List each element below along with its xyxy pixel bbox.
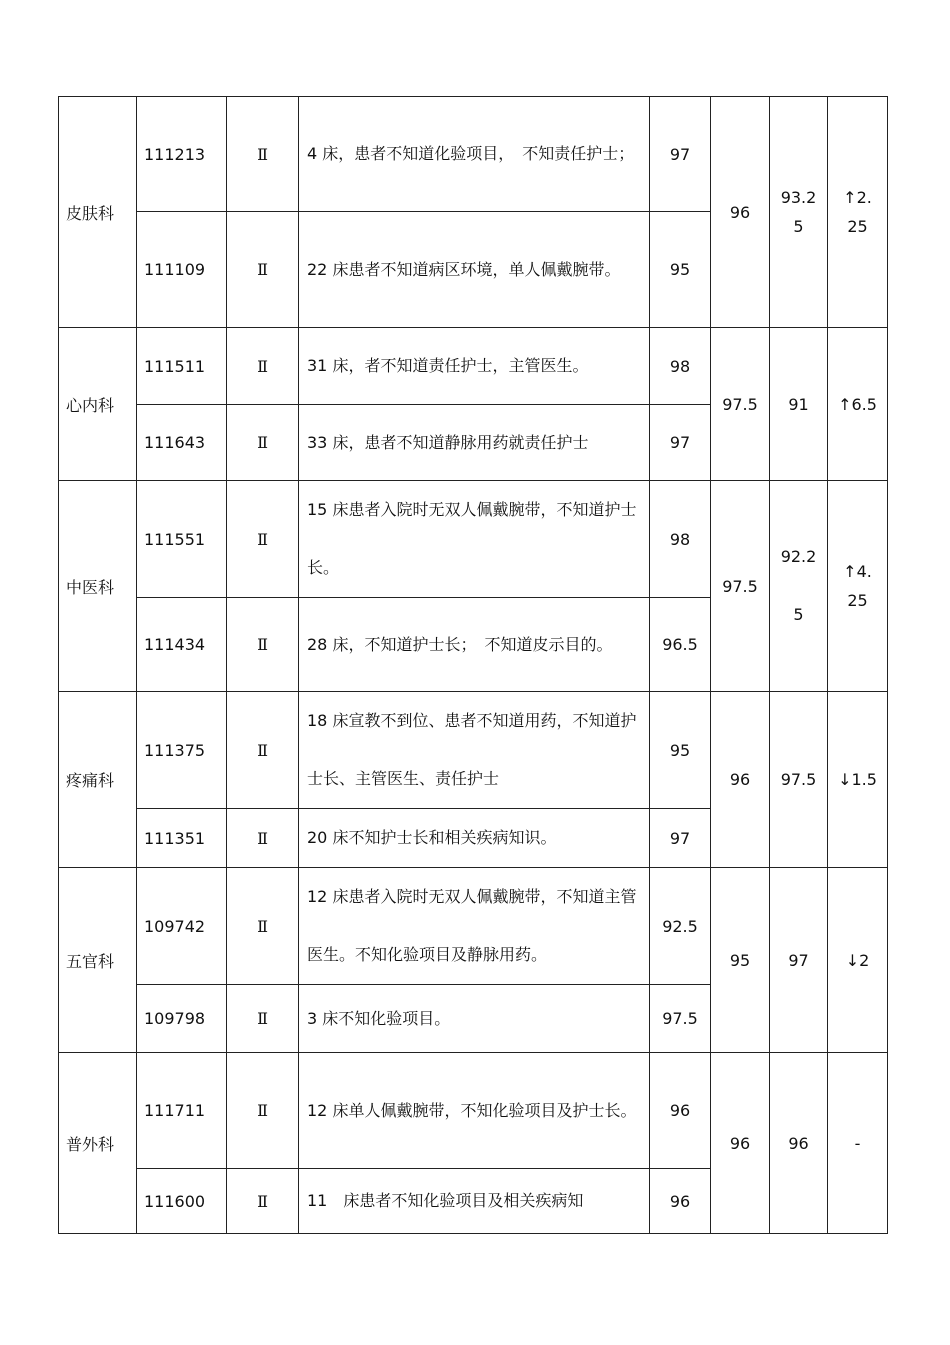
note-cell: 12 床单人佩戴腕带，不知化验项目及护士长。	[299, 1053, 650, 1169]
score-cell: 97	[650, 405, 711, 481]
care-level: Ⅱ	[227, 1169, 299, 1234]
prev-cell: 97.5	[770, 692, 828, 868]
change-cell	[828, 481, 888, 692]
dept-cell: 心内科	[59, 328, 137, 481]
care-level: Ⅱ	[227, 212, 299, 328]
change-value: ↑4.25	[843, 562, 872, 610]
table-row	[59, 1053, 888, 1169]
note-cell: 3 床不知化验项目。	[299, 985, 650, 1053]
change-cell	[828, 328, 888, 481]
patient-id: 111213	[137, 97, 227, 212]
care-level: Ⅱ	[227, 1053, 299, 1169]
change-cell: ↓1.5	[828, 692, 888, 868]
patient-id: 111434	[137, 598, 227, 692]
score-cell: 97.5	[650, 985, 711, 1053]
note-cell: 4 床，患者不知道化验项目， 不知责任护士；	[299, 97, 650, 212]
note-cell: 11 床患者不知化验项目及相关疾病知	[299, 1169, 650, 1234]
note-cell: 15 床患者入院时无双人佩戴腕带，不知道护士长。	[299, 481, 650, 598]
note-cell: 22 床患者不知道病区环境，单人佩戴腕带。	[299, 212, 650, 328]
note-cell: 20 床不知护士长和相关疾病知识。	[299, 809, 650, 868]
care-level: Ⅱ	[227, 598, 299, 692]
care-level: Ⅱ	[227, 692, 299, 809]
note-cell: 31 床，者不知道责任护士，主管医生。	[299, 328, 650, 405]
avg-cell: 95	[711, 868, 770, 1053]
prev-cell	[770, 328, 828, 481]
evaluation-table	[58, 96, 888, 1234]
table-row	[59, 328, 888, 405]
care-level: Ⅱ	[227, 985, 299, 1053]
change-value: ↑2.25	[843, 188, 872, 236]
change-cell: ↓2	[828, 868, 888, 1053]
change-cell: -	[828, 1053, 888, 1234]
prev-cell: 96	[770, 1053, 828, 1234]
prev-cell	[770, 97, 828, 328]
patient-id: 111600	[137, 1169, 227, 1234]
table-row	[59, 481, 888, 598]
dept-cell: 五官科	[59, 868, 137, 1053]
note-cell: 28 床，不知道护士长； 不知道皮示目的。	[299, 598, 650, 692]
change-value: ↑6.5	[838, 394, 877, 414]
patient-id: 111643	[137, 405, 227, 481]
dept-cell: 中医科	[59, 481, 137, 692]
score-cell: 92.5	[650, 868, 711, 985]
care-level: Ⅱ	[227, 405, 299, 481]
avg-cell: 96	[711, 1053, 770, 1234]
score-cell: 96	[650, 1053, 711, 1169]
prev-cell	[770, 481, 828, 692]
score-cell: 96.5	[650, 598, 711, 692]
score-cell: 96	[650, 1169, 711, 1234]
patient-id: 111511	[137, 328, 227, 405]
care-level: Ⅱ	[227, 868, 299, 985]
score-cell: 97	[650, 809, 711, 868]
avg-cell: 97.5	[711, 481, 770, 692]
care-level: Ⅱ	[227, 481, 299, 598]
score-cell: 97	[650, 97, 711, 212]
dept-cell: 皮肤科	[59, 97, 137, 328]
prev-cell: 97	[770, 868, 828, 1053]
prev-value: 92.25	[780, 547, 817, 624]
note-cell: 18 床宣教不到位、患者不知道用药，不知道护士长、主管医生、责任护士	[299, 692, 650, 809]
table-row	[59, 692, 888, 809]
note-cell: 33 床，患者不知道静脉用药就责任护士	[299, 405, 650, 481]
patient-id: 111711	[137, 1053, 227, 1169]
table-row	[59, 97, 888, 212]
patient-id: 111351	[137, 809, 227, 868]
prev-value: 91	[788, 394, 809, 414]
care-level: Ⅱ	[227, 328, 299, 405]
note-cell: 12 床患者入院时无双人佩戴腕带，不知道主管医生。不知化验项目及静脉用药。	[299, 868, 650, 985]
care-level: Ⅱ	[227, 97, 299, 212]
score-cell: 95	[650, 692, 711, 809]
dept-cell: 疼痛科	[59, 692, 137, 868]
patient-id: 111551	[137, 481, 227, 598]
patient-id: 109742	[137, 868, 227, 985]
score-cell: 98	[650, 328, 711, 405]
avg-cell: 96	[711, 97, 770, 328]
table-row	[59, 868, 888, 985]
score-cell: 95	[650, 212, 711, 328]
patient-id: 111109	[137, 212, 227, 328]
score-cell: 98	[650, 481, 711, 598]
avg-cell: 97.5	[711, 328, 770, 481]
patient-id: 109798	[137, 985, 227, 1053]
dept-cell: 普外科	[59, 1053, 137, 1234]
change-cell	[828, 97, 888, 328]
care-level: Ⅱ	[227, 809, 299, 868]
avg-cell: 96	[711, 692, 770, 868]
patient-id: 111375	[137, 692, 227, 809]
prev-value: 93.25	[780, 188, 817, 236]
